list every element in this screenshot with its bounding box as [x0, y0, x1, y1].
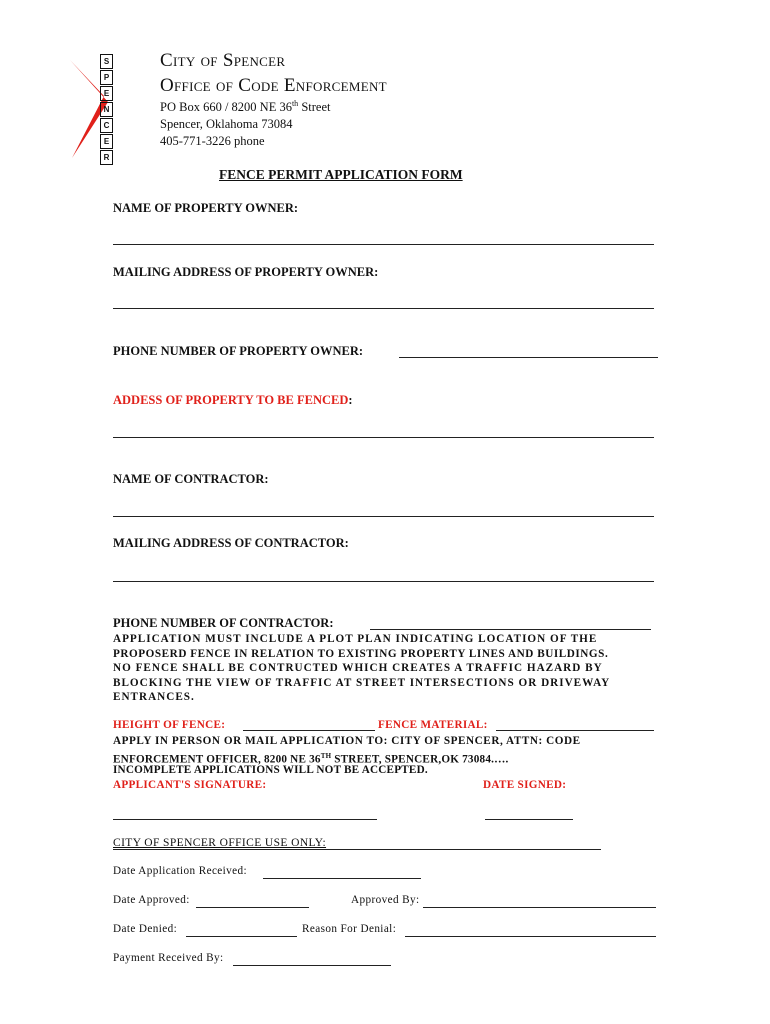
form-title: FENCE PERMIT APPLICATION FORM: [219, 167, 463, 182]
approved-by-field[interactable]: [423, 907, 656, 908]
logo-letter: E: [100, 86, 113, 101]
date-approved-field[interactable]: [196, 907, 309, 908]
reason-label: Reason For Denial:: [302, 923, 397, 935]
plot-plan-notice: [113, 632, 610, 705]
date-signed-label: DATE SIGNED:: [483, 779, 567, 791]
address-line-2: Spencer, Oklahoma 73084: [160, 117, 293, 131]
logo-letter: C: [100, 118, 113, 133]
logo-letter: E: [100, 134, 113, 149]
apply-text-end: STREET, SPENCER,OK 73084.….: [331, 753, 509, 766]
contractor-name-label: NAME OF CONTRACTOR:: [113, 472, 269, 486]
material-field[interactable]: [496, 730, 654, 731]
date-denied-label: Date Denied:: [113, 923, 178, 935]
fenced-address-label: [113, 393, 353, 408]
apply-line-1: APPLY IN PERSON OR MAIL APPLICATION TO: CITY OF SPENCER, ATTN: CODE: [113, 735, 581, 747]
fenced-address-text: ADDESS OF PROPERTY TO BE FENCED: [113, 393, 349, 407]
height-field[interactable]: [243, 730, 375, 731]
owner-phone-label: PHONE NUMBER OF PROPERTY OWNER:: [113, 344, 364, 358]
notice-line: ENTRANCES.: [113, 691, 195, 704]
contractor-name-field[interactable]: [113, 516, 654, 517]
address-line-1: [160, 99, 330, 115]
logo-letter: P: [100, 70, 113, 85]
owner-name-field[interactable]: [113, 244, 654, 245]
apply-text: ENFORCEMENT OFFICER, 8200 NE 36: [113, 753, 321, 766]
notice-line: BLOCKING THE VIEW OF TRAFFIC AT STREET INTERSECTIONS OR DRIVEWAY: [113, 676, 611, 689]
material-label: FENCE MATERIAL:: [378, 719, 488, 731]
incomplete-notice: INCOMPLETE APPLICATIONS WILL NOT BE ACCEPTED.: [113, 764, 428, 776]
date-signed-field[interactable]: [485, 819, 573, 820]
height-label: HEIGHT OF FENCE:: [113, 719, 226, 731]
date-received-label: Date Application Received:: [113, 865, 248, 877]
contractor-phone-field[interactable]: [370, 629, 651, 630]
date-denied-field[interactable]: [186, 936, 297, 937]
contractor-mailing-label: MAILING ADDRESS OF CONTRACTOR:: [113, 536, 349, 550]
owner-name-label: NAME OF PROPERTY OWNER:: [113, 201, 299, 215]
office-use-heading: CITY OF SPENCER OFFICE USE ONLY:: [113, 837, 327, 849]
contractor-phone-label: PHONE NUMBER OF CONTRACTOR:: [113, 616, 334, 630]
office-use-rule: [113, 849, 601, 850]
address-text-end: Street: [298, 100, 331, 115]
payment-received-label: Payment Received By:: [113, 952, 224, 964]
logo-letter: R: [100, 150, 113, 165]
address-sup: th: [291, 99, 299, 108]
owner-phone-field[interactable]: [399, 357, 658, 358]
city-name: City of Spencer: [160, 50, 286, 71]
owner-mailing-label: MAILING ADDRESS OF PROPERTY OWNER:: [113, 265, 379, 279]
contractor-mailing-field[interactable]: [113, 581, 654, 582]
office-name: Office of Code Enforcement: [160, 75, 387, 96]
date-received-field[interactable]: [263, 878, 421, 879]
payment-received-field[interactable]: [233, 965, 391, 966]
notice-line: PROPOSERD FENCE IN RELATION TO EXISTING PROPERTY LINES AND BUILDINGS.: [113, 647, 609, 660]
fenced-address-field[interactable]: [113, 437, 654, 438]
apply-sup: TH: [320, 752, 332, 760]
owner-mailing-field[interactable]: [113, 308, 654, 309]
notice-line: APPLICATION MUST INCLUDE A PLOT PLAN INDICATING LOCATION OF THE: [113, 633, 598, 645]
reason-field[interactable]: [405, 936, 656, 937]
date-approved-label: Date Approved:: [113, 894, 190, 906]
signature-label: APPLICANT'S SIGNATURE:: [113, 779, 267, 791]
logo-letter: N: [100, 102, 113, 117]
fenced-address-colon: :: [348, 393, 353, 407]
phone-line: 405-771-3226 phone: [160, 134, 265, 148]
logo-letter: S: [100, 54, 113, 69]
notice-line: NO FENCE SHALL BE CONTRUCTED WHICH CREATES A TRAFFIC HAZARD BY: [113, 662, 603, 675]
address-text: PO Box 660 / 8200 NE 36: [160, 100, 292, 115]
approved-by-label: Approved By:: [351, 894, 420, 906]
signature-field[interactable]: [113, 819, 377, 820]
